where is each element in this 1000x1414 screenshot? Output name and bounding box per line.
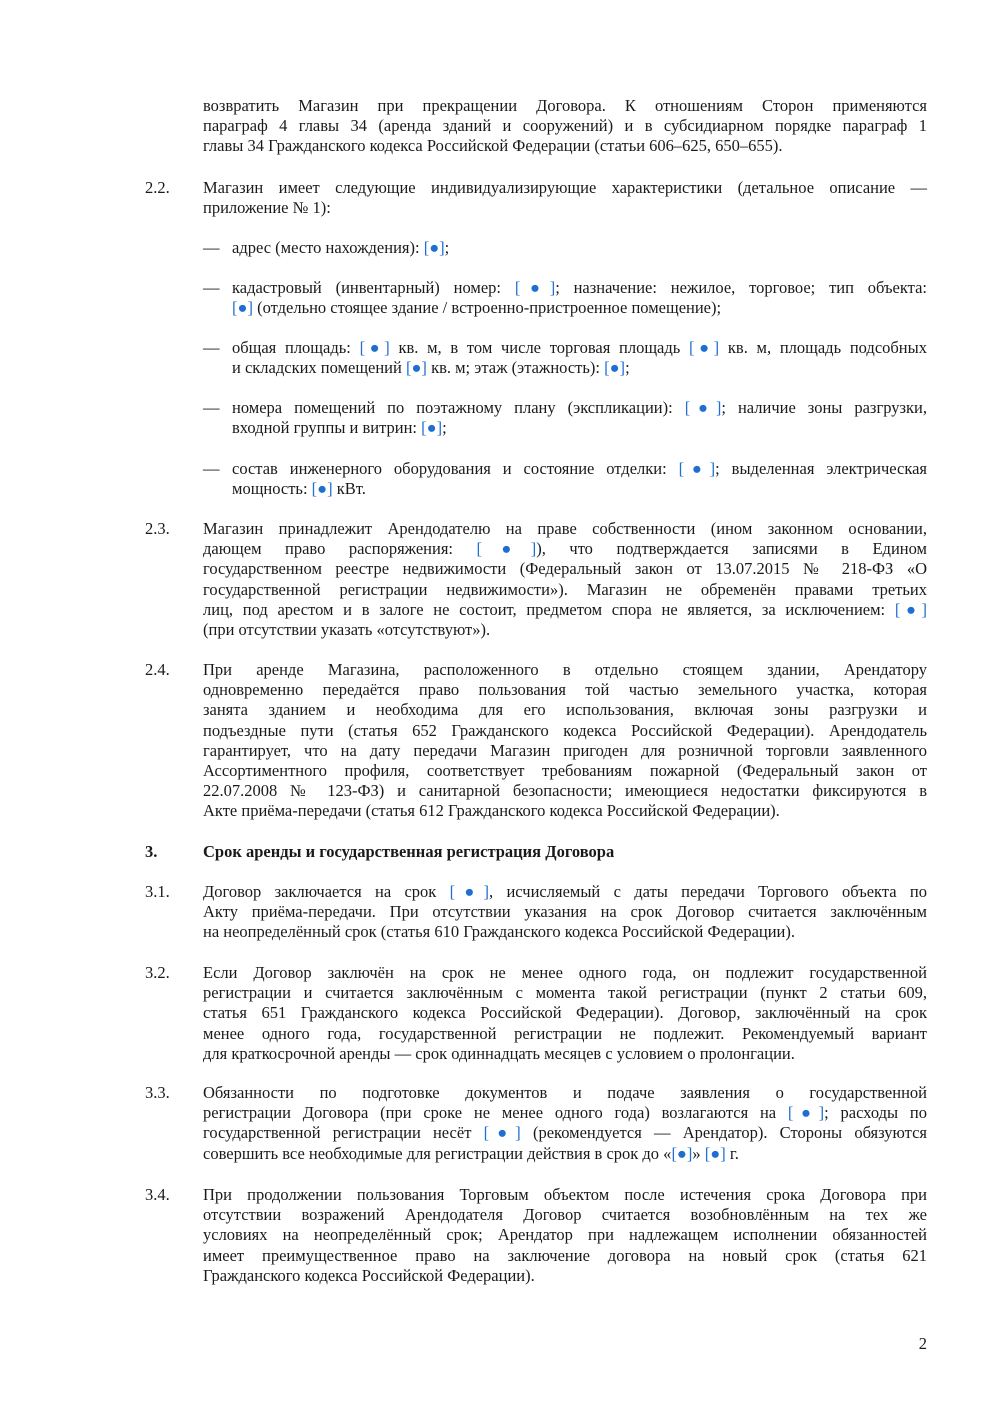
placeholder-marker: [●] bbox=[787, 1103, 825, 1123]
placeholder-marker: [●] bbox=[476, 539, 537, 559]
text-line: 22.07.2008 № 123-ФЗ) и санитарной безопасности; имеющиеся недостатки фиксируются в bbox=[203, 781, 927, 801]
placeholder-marker: [●] bbox=[689, 338, 720, 357]
bullet-dash: — bbox=[203, 238, 220, 257]
text-line: государственной регистрации недвижимости»). Магазин не обременён правами третьих bbox=[203, 579, 927, 599]
placeholder-marker: [●] bbox=[405, 358, 427, 378]
text-line: приложение № 1): bbox=[203, 198, 331, 218]
bullet-dash: — bbox=[203, 459, 220, 478]
text-line: Обязанности по подготовке документов и подаче заявления о государственной bbox=[203, 1083, 927, 1102]
text-line: параграф 4 главы 34 (аренда зданий и сооружений) и в субсидиарном порядке параграф 1 bbox=[203, 116, 927, 136]
placeholder-marker: [●] bbox=[421, 418, 443, 438]
clause-text bbox=[232, 278, 927, 318]
text-line: гарантирует, что на дату передачи Магазин пригоден для розничной торговли заявленного bbox=[203, 740, 927, 760]
text-line: Срок аренды и государственная регистрация Договора bbox=[203, 842, 615, 861]
text-line: мощность: [●] кВт. bbox=[232, 479, 366, 499]
text-line: регистрации и считается заключённым с момента такой регистрации (пункт 2 статьи 609, bbox=[203, 983, 927, 1003]
clause-text bbox=[203, 519, 927, 640]
text-line: возвратить Магазин при прекращении Договора. К отношениям Сторон применяются bbox=[203, 96, 927, 115]
text-line: условиях на неопределённый срок; Арендатор при надлежащем исполнении обязанностей bbox=[203, 1225, 927, 1245]
clause-number: 3.1. bbox=[145, 882, 170, 901]
placeholder-marker: [●] bbox=[671, 1143, 693, 1163]
text-line: для краткосрочной аренды — срок одиннадцать месяцев с условием о пролонгации. bbox=[203, 1043, 795, 1063]
clause-text bbox=[203, 96, 927, 157]
text-line: одновременно передаётся право пользования той частью земельного участка, которая bbox=[203, 680, 927, 700]
clause-text bbox=[203, 1083, 927, 1164]
text-line: Магазин принадлежит Арендодателю на праве собственности (ином законном основании, bbox=[203, 519, 927, 538]
placeholder-marker: [●] bbox=[894, 599, 928, 619]
text-line: регистрации Договора (при сроке не менее одного года) возлагаются на [●]; расходы по bbox=[203, 1103, 927, 1123]
clause-text bbox=[203, 882, 927, 943]
text-line: совершить все необходимые для регистрации действия в срок до «[●]» [●] г. bbox=[203, 1143, 739, 1163]
text-line: на неопределённый срок (статья 610 Гражданского кодекса Российской Федерации). bbox=[203, 922, 796, 942]
text-line: Акте приёма-передачи (статья 612 Гражданского кодекса Российской Федерации). bbox=[203, 801, 780, 821]
text-line: главы 34 Гражданского кодекса Российской Федерации (статьи 606–625, 650–655). bbox=[203, 136, 783, 156]
text-line: подъездные пути (статья 652 Гражданского кодекса Российской Федерации). Арендодатель bbox=[203, 720, 927, 740]
text-line: Ассортиментного профиля, соответствует требованиям пожарной (Федеральный закон от bbox=[203, 761, 927, 781]
text-line: (при отсутствии указать «отсутствуют»). bbox=[203, 620, 491, 640]
clause-text bbox=[203, 1185, 927, 1286]
placeholder-marker: [●] bbox=[449, 882, 490, 901]
text-line: При аренде Магазина, расположенного в отдельно стоящем здании, Арендатору bbox=[203, 660, 927, 679]
clause-number: 2.4. bbox=[145, 660, 170, 679]
text-line: входной группы и витрин: [●]; bbox=[232, 418, 447, 438]
clause-text bbox=[203, 660, 927, 822]
text-line: номера помещений по поэтажному плану (экспликации): [●]; наличие зоны разгрузки, bbox=[232, 398, 927, 417]
placeholder-marker: [●] bbox=[514, 278, 556, 297]
text-line: государственном реестре недвижимости (Федеральный закон от 13.07.2015 № 218-ФЗ «О bbox=[203, 559, 927, 579]
text-line: менее одного года, государственной регистрации не подлежит. Рекомендуемый вариант bbox=[203, 1023, 927, 1043]
placeholder-marker: [●] bbox=[678, 459, 716, 478]
text-line: [●] (отдельно стоящее здание / встроенно-пристроенное помещение); bbox=[232, 298, 722, 318]
text-line: общая площадь: [●] кв. м, в том числе торговая площадь [●] кв. м, площадь подсобных bbox=[232, 338, 927, 357]
placeholder-marker: [●] bbox=[423, 238, 445, 257]
bullet-dash: — bbox=[203, 278, 220, 297]
placeholder-marker: [●] bbox=[704, 1143, 726, 1163]
clause-text bbox=[232, 459, 927, 499]
text-line: лиц, под арестом и в залоге не состоит, предметом спора не является, за исключением: [●] bbox=[203, 599, 928, 619]
bullet-dash: — bbox=[203, 338, 220, 357]
text-line: Договор заключается на срок [●], исчисляемый с даты передачи Торгового объекта по bbox=[203, 882, 927, 901]
placeholder-marker: [●] bbox=[311, 479, 333, 499]
clause-number: 2.3. bbox=[145, 519, 170, 538]
clause-number: 3.3. bbox=[145, 1083, 170, 1102]
clause-text bbox=[203, 963, 927, 1064]
heading-text bbox=[203, 842, 927, 862]
placeholder-marker: [●] bbox=[359, 338, 390, 357]
page-number: 2 bbox=[918, 1334, 927, 1353]
text-line: Если Договор заключён на срок не менее одного года, он подлежит государственной bbox=[203, 963, 927, 982]
text-line: Гражданского кодекса Российской Федерации). bbox=[203, 1265, 535, 1285]
text-line: дающем право распоряжения: [●]), что подтверждается записями в Едином bbox=[203, 539, 927, 559]
clause-number: 3.2. bbox=[145, 963, 170, 982]
clause-text bbox=[203, 178, 927, 218]
text-line: кадастровый (инвентарный) номер: [●]; назначение: нежилое, торговое; тип объекта: bbox=[232, 278, 927, 297]
clause-text bbox=[232, 338, 927, 378]
bullet-dash: — bbox=[203, 398, 220, 417]
text-line: отсутствии возражений Арендодателя Договор считается возобновлённым на тех же bbox=[203, 1205, 927, 1225]
text-line: состав инженерного оборудования и состояние отделки: [●]; выделенная электрическая bbox=[232, 459, 927, 478]
text-line: государственной регистрации несёт [●] (рекомендуется — Арендатор). Стороны обязуются bbox=[203, 1123, 927, 1143]
placeholder-marker: [●] bbox=[604, 358, 626, 378]
text-line: статья 651 Гражданского кодекса Российской Федерации). Договор, заключённый на срок bbox=[203, 1003, 927, 1023]
text-line: При продолжении пользования Торговым объектом после истечения срока Договора при bbox=[203, 1185, 927, 1204]
clause-text bbox=[232, 238, 927, 258]
text-line: адрес (место нахождения): [●]; bbox=[232, 238, 450, 257]
placeholder-marker: [●] bbox=[483, 1123, 521, 1143]
clause-number: 3. bbox=[145, 842, 158, 861]
placeholder-marker: [●] bbox=[684, 398, 722, 417]
placeholder-marker: [●] bbox=[232, 298, 253, 318]
clause-number: 2.2. bbox=[145, 178, 170, 197]
text-line: и складских помещений [●] кв. м; этаж (этажность): [●]; bbox=[232, 358, 630, 378]
clause-text bbox=[232, 398, 927, 438]
text-line: занята зданием и необходима для его использования, включая зоны разгрузки и bbox=[203, 700, 927, 720]
clause-number: 3.4. bbox=[145, 1185, 170, 1204]
text-line: имеет преимущественное право на заключение договора на новый срок (статья 621 bbox=[203, 1245, 927, 1265]
text-line: Акту приёма-передачи. При отсутствии указания на срок Договор считается заключённым bbox=[203, 902, 927, 922]
text-line: Магазин имеет следующие индивидуализирующие характеристики (детальное описание — bbox=[203, 178, 927, 197]
